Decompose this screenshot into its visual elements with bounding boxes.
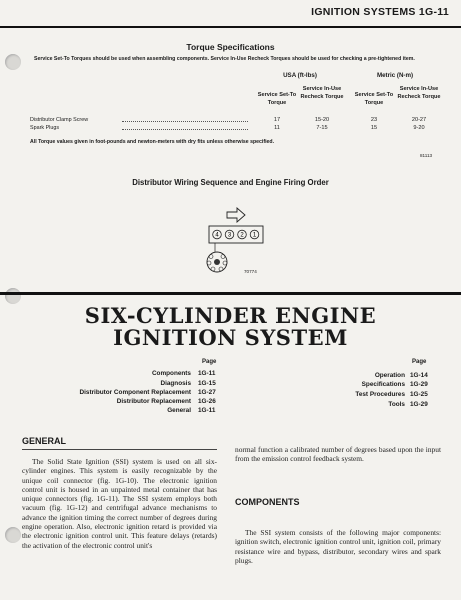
toc-entry[interactable]: Distributor Replacement xyxy=(116,398,191,405)
usa-group-header: USA (ft-lbs) xyxy=(283,72,317,79)
cylinder-label: 4 xyxy=(215,232,219,239)
torque-title: Torque Specifications xyxy=(186,42,275,52)
cell: 20-27 xyxy=(411,117,427,123)
toc-entry-page: 1G-25 xyxy=(410,391,428,398)
toc-entry-page: 1G-11 xyxy=(198,407,216,414)
cell: 11 xyxy=(274,125,280,131)
col-metric-recheck: Service In-Use Recheck Torque xyxy=(397,86,441,100)
cylinder-label: 1 xyxy=(252,232,257,239)
cylinder-label: 2 xyxy=(240,232,244,239)
toc-entry-page: 1G-14 xyxy=(410,372,428,379)
cylinder-label: 3 xyxy=(227,232,232,239)
row-label: Distributor Clamp Screw xyxy=(30,117,89,123)
torque-footnote: All Torque values given in foot-pounds and newton-meters with dry fits unless otherwise specified. xyxy=(30,139,275,145)
figure-ref: 81113 xyxy=(420,153,433,158)
toc-page-header: Page xyxy=(202,359,217,365)
toc-entry[interactable]: Operation xyxy=(374,372,405,379)
toc-entry[interactable]: Test Procedures xyxy=(355,391,405,398)
heading-rule xyxy=(22,449,217,450)
toc-page-header: Page xyxy=(412,359,427,365)
general-heading: GENERAL xyxy=(22,436,67,446)
firing-order-diagram xyxy=(195,200,285,280)
toc-entry-page: 1G-26 xyxy=(198,398,216,405)
diagram-title: Distributor Wiring Sequence and Engine Firing Order xyxy=(132,178,329,187)
section-title-line2: IGNITION SYSTEM xyxy=(113,325,348,350)
toc-entry[interactable]: Diagnosis xyxy=(160,380,191,387)
distributor-cap-icon xyxy=(207,243,227,272)
binder-hole-icon xyxy=(5,527,21,543)
toc-entry[interactable]: Components xyxy=(151,370,191,377)
torque-note: Service Set-To Torques should be used when assembling components. Service In-Use Recheck Torques should be used for checking a pre-tightened item. xyxy=(34,56,415,62)
col-usa-set: Service Set-To Torque xyxy=(257,92,297,106)
leader-dots xyxy=(122,125,248,130)
cell: 7-15 xyxy=(316,125,328,131)
cell: 15 xyxy=(370,125,378,131)
toc-entry-page: 1G-29 xyxy=(410,401,428,408)
toc-entry[interactable]: Tools xyxy=(388,401,405,408)
toc-entry-page: 1G-15 xyxy=(198,380,216,387)
section-title-line1: SIX-CYLINDER ENGINE xyxy=(84,303,377,328)
cell: 9-20 xyxy=(413,125,425,131)
figure-ref: 70774 xyxy=(244,269,257,274)
general-paragraph-continued: normal function a calibrated number of degrees based upon the input from the emission control feedback system. xyxy=(235,445,441,464)
section-rule xyxy=(0,292,461,295)
header-rule xyxy=(0,26,461,28)
toc-entry-page: 1G-29 xyxy=(410,381,428,388)
general-paragraph: The Solid State Ignition (SSI) system is used on all six-cylinder engines. This system is easily recognizable by the unique coil connector (fig. 1G-10). The electronic ignition control unit is housed in an unpainted metal container that has unique connectors (fig. 1G-11). The SSI system employs both vacuum (fig. 1G-12) and centrifugal advance mechanisms to advance the ignition timing the correct number of degrees during engine operation. Also, electronic ignition retard is provided via the electronic ignition control unit. This feature delays (retards) the activation of the electronic control unit's xyxy=(22,457,217,550)
row-label: Spark Plugs xyxy=(30,125,60,131)
page-header: IGNITION SYSTEMS 1G-11 xyxy=(311,6,449,18)
cell: 23 xyxy=(370,117,378,123)
col-metric-set: Service Set-To Torque xyxy=(354,92,394,106)
metric-group-header: Metric (N-m) xyxy=(376,72,414,79)
col-usa-recheck: Service In-Use Recheck Torque xyxy=(300,86,344,100)
toc-entry[interactable]: Specifications xyxy=(361,381,405,388)
leader-dots xyxy=(122,117,248,122)
toc-entry-page: 1G-27 xyxy=(198,389,216,396)
binder-hole-icon xyxy=(5,288,21,304)
front-arrow-icon xyxy=(227,208,245,222)
components-heading: COMPONENTS xyxy=(235,497,300,507)
cell: 15-20 xyxy=(314,117,330,123)
components-paragraph: The SSI system consists of the following major components: ignition switch, electronic ignition control unit, ignition coil, primary resistance wire and bypass, distributor, secondary wires and spark plugs. xyxy=(235,528,441,565)
cell: 17 xyxy=(273,117,281,123)
binder-hole-icon xyxy=(5,54,21,70)
toc-entry-page: 1G-11 xyxy=(198,370,216,377)
toc-entry[interactable]: General xyxy=(167,407,191,414)
toc-entry[interactable]: Distributor Component Replacement xyxy=(79,389,191,396)
